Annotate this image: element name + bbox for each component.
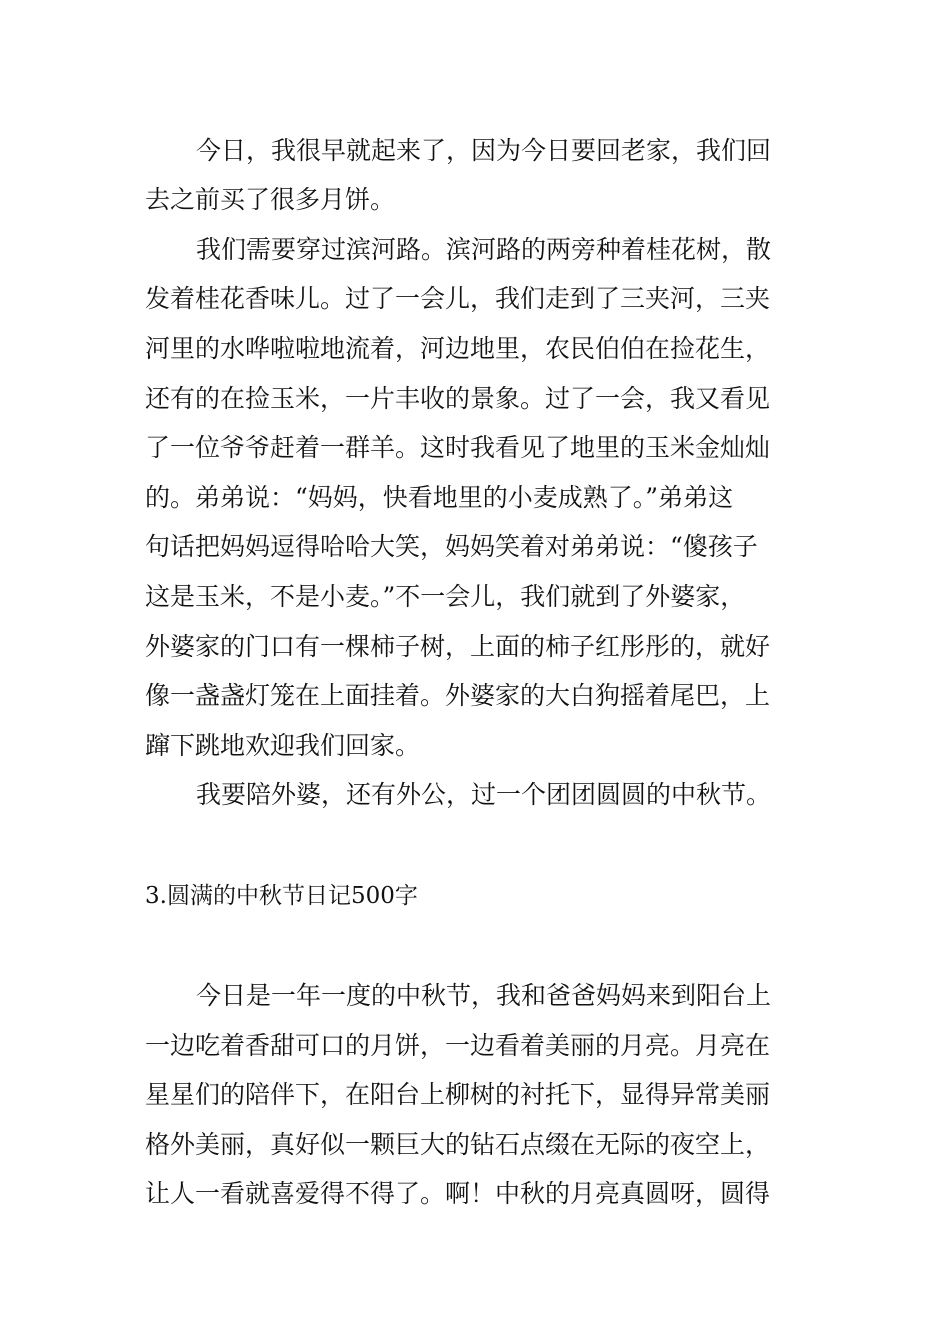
text-line: 我要陪外婆，还有外公，过一个团团圆圆的中秋节。 bbox=[196, 780, 772, 809]
text-line: 句话把妈妈逗得哈哈大笑，妈妈笑着对弟弟说：“傻孩子 bbox=[145, 532, 758, 561]
text-line: 发着桂花香味儿。过了一会儿，我们走到了三夹河，三夹 bbox=[145, 284, 771, 313]
text-line: 这是玉米，不是小麦。”不一会儿，我们就到了外婆家， bbox=[145, 582, 746, 611]
text-line: 让人一看就喜爱得不得了。啊！中秋的月亮真圆呀，圆得 bbox=[145, 1179, 771, 1208]
text-line: 星星们的陪伴下，在阳台上柳树的衬托下，显得异常美丽 bbox=[145, 1080, 771, 1109]
text-line: 去之前买了很多月饼。 bbox=[145, 185, 396, 214]
text-line: 今日，我很早就起来了，因为今日要回老家，我们回 bbox=[196, 136, 772, 165]
text-line: 我们需要穿过滨河路。滨河路的两旁种着桂花树，散 bbox=[196, 235, 772, 264]
text-line: 还有的在捡玉米，一片丰收的景象。过了一会，我又看见 bbox=[145, 384, 771, 413]
text-line: 了一位爷爷赶着一群羊。这时我看见了地里的玉米金灿灿 bbox=[145, 433, 771, 462]
text-line: 外婆家的门口有一棵柿子树，上面的柿子红彤彤的，就好 bbox=[145, 632, 771, 661]
text-line: 像一盏盏灯笼在上面挂着。外婆家的大白狗摇着尾巴，上 bbox=[145, 681, 771, 710]
text-line: 河里的水哗啦啦地流着，河边地里，农民伯伯在捡花生， bbox=[145, 334, 771, 363]
text-line: 今日是一年一度的中秋节，我和爸爸妈妈来到阳台上 bbox=[196, 981, 772, 1010]
text-line: 蹿下跳地欢迎我们回家。 bbox=[145, 731, 421, 760]
text-line: 一边吃着香甜可口的月饼，一边看着美丽的月亮。月亮在 bbox=[145, 1031, 771, 1060]
text-line: 格外美丽，真好似一颗巨大的钻石点缀在无际的夜空上， bbox=[145, 1130, 771, 1159]
text-line: 的。弟弟说：“妈妈，快看地里的小麦成熟了。”弟弟这 bbox=[145, 483, 734, 512]
section-heading: 3.圆满的中秋节日记500字 bbox=[145, 883, 418, 909]
